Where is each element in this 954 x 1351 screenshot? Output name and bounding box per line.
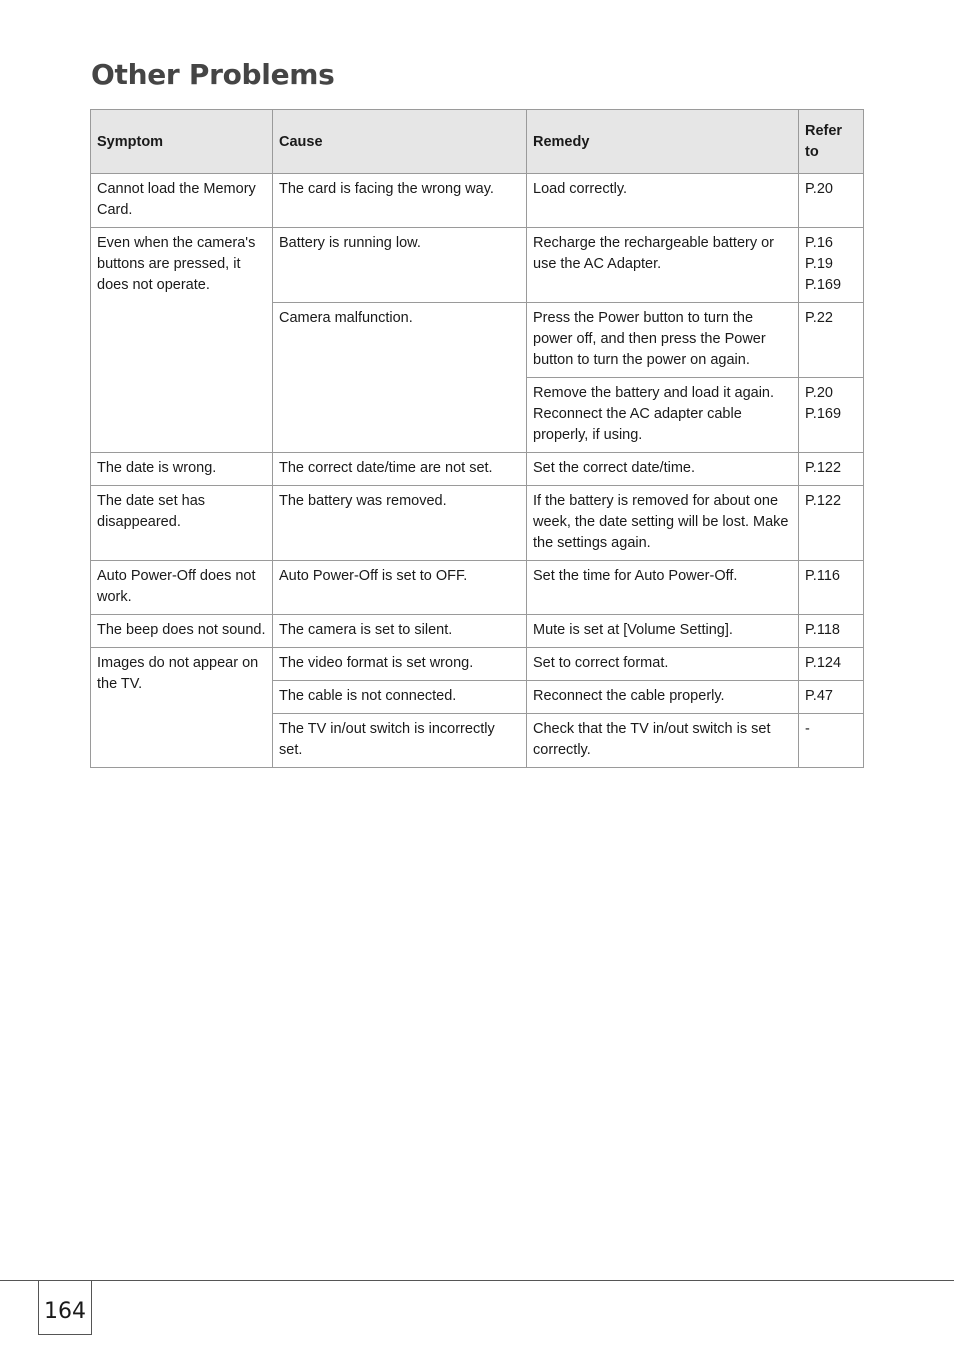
refer-cell (799, 378, 864, 453)
refer-cell (799, 303, 864, 378)
table-row (91, 453, 864, 486)
remedy-cell: Press the Power button to turn the power off, and then press the Power button to turn the power on again. (527, 303, 799, 378)
remedy-cell: Remove the battery and load it again. Reconnect the AC adapter cable properly, if using. (527, 378, 799, 453)
page-reference: P.118 (805, 622, 840, 638)
page-reference: P.16 (805, 235, 833, 251)
cause-cell: The cable is not connected. (273, 681, 527, 714)
refer-cell (799, 714, 864, 768)
cause-cell: The video format is set wrong. (273, 648, 527, 681)
symptom-cell: The date is wrong. (91, 453, 273, 486)
page-reference: P.20 (805, 181, 833, 197)
cause-cell: Auto Power-Off is set to OFF. (273, 561, 527, 615)
header-refer: Refer to (799, 110, 864, 174)
remedy-cell: Recharge the rechargeable battery or use the AC Adapter. (527, 228, 799, 303)
symptom-cell: Cannot load the Memory Card. (91, 174, 273, 228)
symptom-cell: Even when the camera's buttons are pressed, it does not operate. (91, 228, 273, 453)
page-reference: P.124 (805, 655, 842, 671)
symptom-cell: The beep does not sound. (91, 615, 273, 648)
cause-cell: The card is facing the wrong way. (273, 174, 527, 228)
refer-cell (799, 615, 864, 648)
page-reference: - (805, 721, 810, 737)
table-row (91, 174, 864, 228)
problems-table (90, 109, 864, 768)
page-reference: P.122 (805, 460, 842, 476)
remedy-cell: Check that the TV in/out switch is set correctly. (527, 714, 799, 768)
remedy-cell: Reconnect the cable properly. (527, 681, 799, 714)
page-number: 164 (44, 1299, 86, 1324)
page-reference: P.19 (805, 256, 833, 272)
table-row (91, 615, 864, 648)
footer-divider (0, 1280, 954, 1281)
table-row (91, 228, 864, 303)
page-title: Other Problems (91, 58, 335, 91)
refer-cell (799, 486, 864, 561)
page-reference: P.20 (805, 385, 833, 401)
header-symptom: Symptom (91, 110, 273, 174)
cause-cell: Camera malfunction. (273, 303, 527, 453)
page-reference: P.122 (805, 493, 842, 509)
page-reference: P.169 (805, 406, 842, 422)
refer-cell (799, 648, 864, 681)
header-cause: Cause (273, 110, 527, 174)
cause-cell: The correct date/time are not set. (273, 453, 527, 486)
remedy-cell: Set the time for Auto Power-Off. (527, 561, 799, 615)
cause-cell: Battery is running low. (273, 228, 527, 303)
page-reference: P.169 (805, 277, 842, 293)
cause-cell: The TV in/out switch is incorrectly set. (273, 714, 527, 768)
remedy-cell: Load correctly. (527, 174, 799, 228)
symptom-cell: The date set has disappeared. (91, 486, 273, 561)
refer-cell (799, 561, 864, 615)
symptom-cell: Auto Power-Off does not work. (91, 561, 273, 615)
refer-cell (799, 228, 864, 303)
refer-cell (799, 453, 864, 486)
remedy-cell: Mute is set at [Volume Setting]. (527, 615, 799, 648)
table-row (91, 486, 864, 561)
header-remedy: Remedy (527, 110, 799, 174)
remedy-cell: If the battery is removed for about one week, the date setting will be lost. Make the settings again. (527, 486, 799, 561)
remedy-cell: Set to correct format. (527, 648, 799, 681)
remedy-cell: Set the correct date/time. (527, 453, 799, 486)
page-reference: P.22 (805, 310, 833, 326)
symptom-cell: Images do not appear on the TV. (91, 648, 273, 768)
refer-cell (799, 681, 864, 714)
page-reference: P.47 (805, 688, 833, 704)
table-row (91, 561, 864, 615)
cause-cell: The camera is set to silent. (273, 615, 527, 648)
table-header-row (91, 110, 864, 174)
refer-cell (799, 174, 864, 228)
page-reference: P.116 (805, 568, 840, 584)
cause-cell: The battery was removed. (273, 486, 527, 561)
table-row (91, 648, 864, 681)
